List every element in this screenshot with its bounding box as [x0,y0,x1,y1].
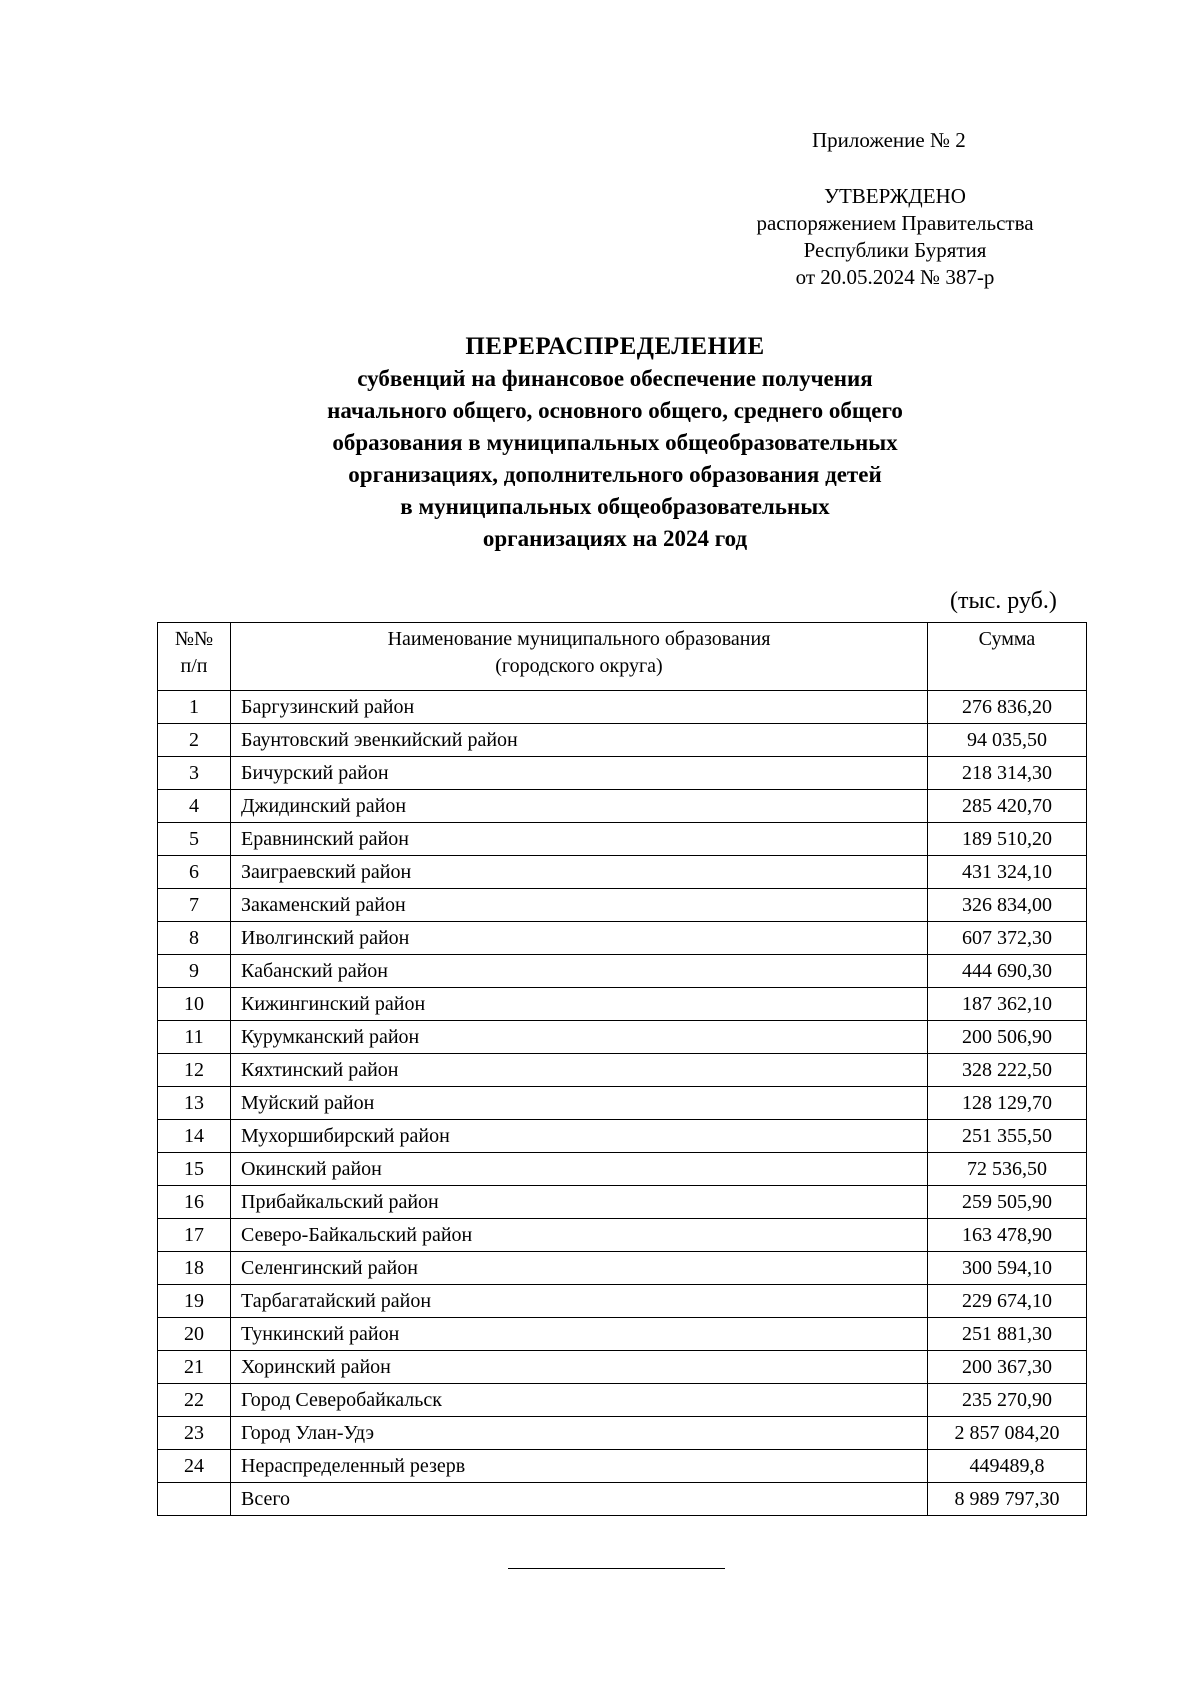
row-sum: 300 594,10 [928,1252,1087,1285]
row-number: 10 [158,988,231,1021]
row-municipality: Окинский район [231,1153,928,1186]
row-sum: 276 836,20 [928,691,1087,724]
approval-block [720,183,1070,291]
row-municipality: Мухоршибирский район [231,1120,928,1153]
total-label: Всего [231,1483,928,1516]
row-number: 12 [158,1054,231,1087]
table-row [158,790,1087,823]
row-sum: 449489,8 [928,1450,1087,1483]
row-sum: 189 510,20 [928,823,1087,856]
total-row [158,1483,1087,1516]
row-number: 14 [158,1120,231,1153]
row-municipality: Хоринский район [231,1351,928,1384]
row-municipality: Джидинский район [231,790,928,823]
table-row [158,1219,1087,1252]
row-municipality: Кабанский район [231,955,928,988]
row-number: 23 [158,1417,231,1450]
title-line: субвенций на финансовое обеспечение получения [357,366,873,391]
row-municipality: Северо-Байкальский район [231,1219,928,1252]
table-row [158,988,1087,1021]
title-main: ПЕРЕРАСПРЕДЕЛЕНИЕ [465,333,765,360]
annex-number: Приложение № 2 [812,128,966,152]
title-line: начального общего, основного общего, среднего общего [327,398,903,423]
row-sum: 285 420,70 [928,790,1087,823]
row-number: 11 [158,1021,231,1054]
row-number: 22 [158,1384,231,1417]
approval-issuer: распоряжением Правительства [756,211,1034,235]
table-row [158,1087,1087,1120]
row-municipality: Заиграевский район [231,856,928,889]
table-row [158,1021,1087,1054]
header-sum: Сумма [928,623,1087,691]
total-number [158,1483,231,1516]
row-municipality: Бичурский район [231,757,928,790]
row-number: 1 [158,691,231,724]
table-header-row [158,623,1087,691]
table-row [158,1252,1087,1285]
table-row [158,724,1087,757]
row-municipality: Город Северобайкальск [231,1384,928,1417]
header-number: №№ п/п [158,623,231,691]
table-row [158,1417,1087,1450]
table-row [158,1450,1087,1483]
table-row [158,1120,1087,1153]
subsidies-table [157,622,1087,1516]
row-number: 18 [158,1252,231,1285]
row-number: 21 [158,1351,231,1384]
row-sum: 200 506,90 [928,1021,1087,1054]
table-row [158,856,1087,889]
row-number: 3 [158,757,231,790]
row-sum: 259 505,90 [928,1186,1087,1219]
row-sum: 229 674,10 [928,1285,1087,1318]
row-number: 19 [158,1285,231,1318]
row-municipality: Тарбагатайский район [231,1285,928,1318]
table-row [158,1054,1087,1087]
table-row [158,1153,1087,1186]
row-municipality: Селенгинский район [231,1252,928,1285]
row-sum: 187 362,10 [928,988,1087,1021]
title-line: организациях, дополнительного образования детей [348,462,882,487]
approval-date-number: от 20.05.2024 № 387-р [795,265,995,289]
row-number: 24 [158,1450,231,1483]
table-row [158,1351,1087,1384]
total-sum: 8 989 797,30 [928,1483,1087,1516]
row-number: 17 [158,1219,231,1252]
approval-stamp: УТВЕРЖДЕНО [824,184,966,208]
row-municipality: Еравнинский район [231,823,928,856]
row-sum: 94 035,50 [928,724,1087,757]
table-row [158,955,1087,988]
table-row [158,1318,1087,1351]
row-sum: 218 314,30 [928,757,1087,790]
row-municipality: Муйский район [231,1087,928,1120]
row-municipality: Баргузинский район [231,691,928,724]
row-number: 6 [158,856,231,889]
table-row [158,691,1087,724]
row-sum: 326 834,00 [928,889,1087,922]
row-sum: 251 355,50 [928,1120,1087,1153]
row-sum: 328 222,50 [928,1054,1087,1087]
row-number: 9 [158,955,231,988]
row-number: 13 [158,1087,231,1120]
table-row [158,1285,1087,1318]
table-row [158,922,1087,955]
approval-republic: Республики Бурятия [803,238,987,262]
row-number: 15 [158,1153,231,1186]
table-row [158,757,1087,790]
row-sum: 72 536,50 [928,1153,1087,1186]
row-municipality: Город Улан-Удэ [231,1417,928,1450]
row-municipality: Прибайкальский район [231,1186,928,1219]
row-municipality: Нераспределенный резерв [231,1450,928,1483]
row-sum: 251 881,30 [928,1318,1087,1351]
units-label: (тыс. руб.) [950,588,1057,614]
row-number: 8 [158,922,231,955]
row-sum: 163 478,90 [928,1219,1087,1252]
row-sum: 444 690,30 [928,955,1087,988]
row-sum: 128 129,70 [928,1087,1087,1120]
row-sum: 607 372,30 [928,922,1087,955]
row-number: 5 [158,823,231,856]
row-number: 7 [158,889,231,922]
table-row [158,889,1087,922]
table-row [158,1384,1087,1417]
header-municipality: Наименование муниципального образования (городского округа) [231,623,928,691]
row-sum: 235 270,90 [928,1384,1087,1417]
title-line: организациях на 2024 год [482,526,748,551]
title-line: в муниципальных общеобразовательных [400,494,830,519]
table-row [158,823,1087,856]
row-number: 2 [158,724,231,757]
row-number: 16 [158,1186,231,1219]
closing-rule [508,1568,725,1569]
table-row [158,1186,1087,1219]
row-number: 4 [158,790,231,823]
title-line: образования в муниципальных общеобразовательных [332,430,898,455]
row-municipality: Кяхтинский район [231,1054,928,1087]
row-municipality: Кижингинский район [231,988,928,1021]
row-municipality: Курумканский район [231,1021,928,1054]
row-municipality: Закаменский район [231,889,928,922]
row-municipality: Баунтовский эвенкийский район [231,724,928,757]
row-municipality: Иволгинский район [231,922,928,955]
table-body [158,691,1087,1483]
row-sum: 200 367,30 [928,1351,1087,1384]
document-title [200,330,1030,555]
row-sum: 2 857 084,20 [928,1417,1087,1450]
row-municipality: Тункинский район [231,1318,928,1351]
row-number: 20 [158,1318,231,1351]
row-sum: 431 324,10 [928,856,1087,889]
